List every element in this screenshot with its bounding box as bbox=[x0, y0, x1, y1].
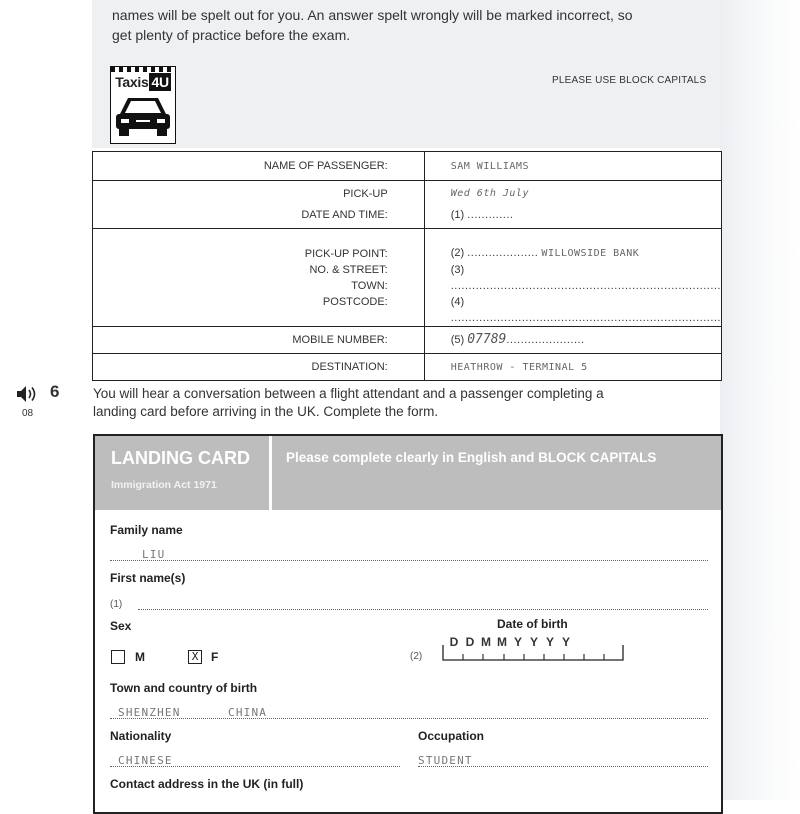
pickup-point-row bbox=[93, 229, 722, 327]
q5-dots: ...................... bbox=[506, 334, 585, 346]
dob-char: D bbox=[449, 635, 459, 649]
passenger-value bbox=[424, 152, 721, 181]
dob-char: Y bbox=[513, 635, 522, 649]
pickup-label bbox=[93, 181, 425, 229]
mobile-label: MOBILE NUMBER: bbox=[93, 327, 425, 354]
audio-track-number: 08 bbox=[22, 408, 34, 419]
dob-char: D bbox=[465, 635, 475, 649]
landing-card-instruction: Please complete clearly in English and BLOCK CAPITALS bbox=[286, 450, 657, 465]
birth-country-value[interactable]: CHINA bbox=[228, 706, 268, 719]
family-name-line bbox=[110, 560, 708, 561]
sex-male-label: M bbox=[135, 650, 145, 664]
family-name-value[interactable]: LIU bbox=[142, 548, 166, 561]
dob-label: Date of birth bbox=[497, 617, 568, 631]
q4-number: (4) bbox=[450, 296, 465, 308]
q1-dots: ............. bbox=[467, 209, 514, 221]
q2-number: (2) bbox=[450, 247, 465, 259]
q5-number: (5) bbox=[450, 334, 465, 346]
dob-char: Y bbox=[545, 635, 554, 649]
audio-speaker-icon[interactable] bbox=[16, 385, 40, 403]
q4-dots: ............................................................................ bbox=[450, 312, 721, 324]
first-name-line[interactable] bbox=[138, 609, 708, 610]
point-label-line-4: POSTCODE: bbox=[322, 295, 388, 308]
sex-label: Sex bbox=[110, 619, 132, 633]
taxis4u-logo bbox=[110, 66, 176, 144]
task-number: 6 bbox=[50, 382, 60, 401]
q3-dots: ............................................................................ bbox=[450, 280, 721, 292]
intro-text bbox=[112, 0, 702, 45]
occupation-line bbox=[418, 766, 708, 767]
first-name-label: First name(s) bbox=[110, 571, 186, 585]
dob-char: Y bbox=[561, 635, 570, 649]
logo-wordmark bbox=[111, 73, 175, 91]
destination-value bbox=[424, 354, 721, 381]
passenger-name: SAM WILLIAMS bbox=[450, 160, 529, 172]
task-instructions bbox=[93, 385, 703, 421]
q3-number: (3) bbox=[450, 264, 465, 276]
dob-q-number: (2) bbox=[410, 651, 423, 662]
logo-text: Taxis bbox=[115, 74, 149, 90]
dob-char: M bbox=[497, 635, 507, 649]
intro-line-1: names will be spelt out for you. An answer spelt wrongly will be marked incorrect, so bbox=[112, 7, 633, 23]
checker-bar bbox=[111, 67, 175, 72]
nationality-label: Nationality bbox=[110, 729, 172, 743]
landing-card-title: LANDING CARD bbox=[111, 448, 250, 468]
passenger-row bbox=[93, 152, 722, 181]
contact-address-label: Contact address in the UK (in full) bbox=[110, 777, 304, 791]
mobile-value bbox=[424, 327, 721, 354]
task-line-1: You will hear a conversation between a flight attendant and a passenger completing a bbox=[93, 386, 604, 401]
destination-row bbox=[93, 354, 722, 381]
sex-female-checkbox[interactable]: X bbox=[188, 650, 202, 664]
task-line-2: landing card before arriving in the UK. Complete the form. bbox=[93, 404, 439, 419]
first-name-q-number: (1) bbox=[110, 599, 123, 610]
sex-male-checkbox[interactable] bbox=[111, 650, 125, 664]
landing-title-block bbox=[95, 436, 272, 510]
intro-line-2: get plenty of practice before the exam. bbox=[112, 27, 351, 43]
dob-char: M bbox=[481, 635, 491, 649]
point-label-line-2: NO. & STREET: bbox=[309, 263, 388, 276]
pickup-row bbox=[93, 181, 722, 229]
pickup-label-line-1: PICK-UP bbox=[343, 188, 388, 200]
logo-number: 4U bbox=[151, 74, 169, 90]
nationality-line bbox=[110, 766, 400, 767]
landing-card-header bbox=[95, 436, 721, 510]
pickup-date: Wed 6th July bbox=[450, 188, 529, 199]
pickup-time-answer bbox=[451, 207, 721, 223]
dob-entry-boxes[interactable] bbox=[442, 645, 624, 661]
pickup-label-line-2: DATE AND TIME: bbox=[301, 209, 388, 221]
street-name: WILLOWSIDE BANK bbox=[541, 248, 640, 259]
birthplace-label: Town and country of birth bbox=[110, 681, 258, 695]
pickup-point-value bbox=[424, 229, 721, 327]
sex-female-label: F bbox=[211, 650, 219, 664]
q4-answer bbox=[451, 294, 721, 326]
mobile-number: 07789 bbox=[467, 332, 507, 347]
taxi-car-icon bbox=[114, 92, 172, 138]
taxi-booking-form bbox=[92, 151, 722, 381]
birth-town-value[interactable]: SHENZHEN bbox=[118, 706, 181, 719]
q3-answer bbox=[451, 262, 721, 294]
passenger-label: NAME OF PASSENGER: bbox=[93, 152, 425, 181]
page-edge-shadow bbox=[720, 0, 800, 800]
destination-label: DESTINATION: bbox=[93, 354, 425, 381]
pickup-point-label bbox=[93, 229, 425, 327]
q2-dots: .................... bbox=[467, 247, 539, 259]
birthplace-line bbox=[110, 718, 708, 719]
nationality-value[interactable]: CHINESE bbox=[118, 754, 173, 767]
destination-name: HEATHROW - TERMINAL 5 bbox=[450, 361, 588, 373]
dob-char: Y bbox=[529, 635, 538, 649]
occupation-value[interactable]: STUDENT bbox=[418, 754, 473, 767]
family-name-label: Family name bbox=[110, 523, 183, 537]
occupation-label: Occupation bbox=[418, 729, 485, 743]
mobile-row bbox=[93, 327, 722, 354]
pickup-value bbox=[424, 181, 721, 229]
q1-number: (1) bbox=[450, 209, 465, 221]
point-label-line-3: TOWN: bbox=[351, 279, 388, 292]
landing-card bbox=[93, 434, 723, 814]
landing-card-subtitle: Immigration Act 1971 bbox=[111, 479, 217, 491]
block-capitals-note: PLEASE USE BLOCK CAPITALS bbox=[552, 75, 707, 86]
point-label-line-1: PICK-UP POINT: bbox=[304, 247, 388, 260]
q2-answer bbox=[451, 245, 721, 262]
